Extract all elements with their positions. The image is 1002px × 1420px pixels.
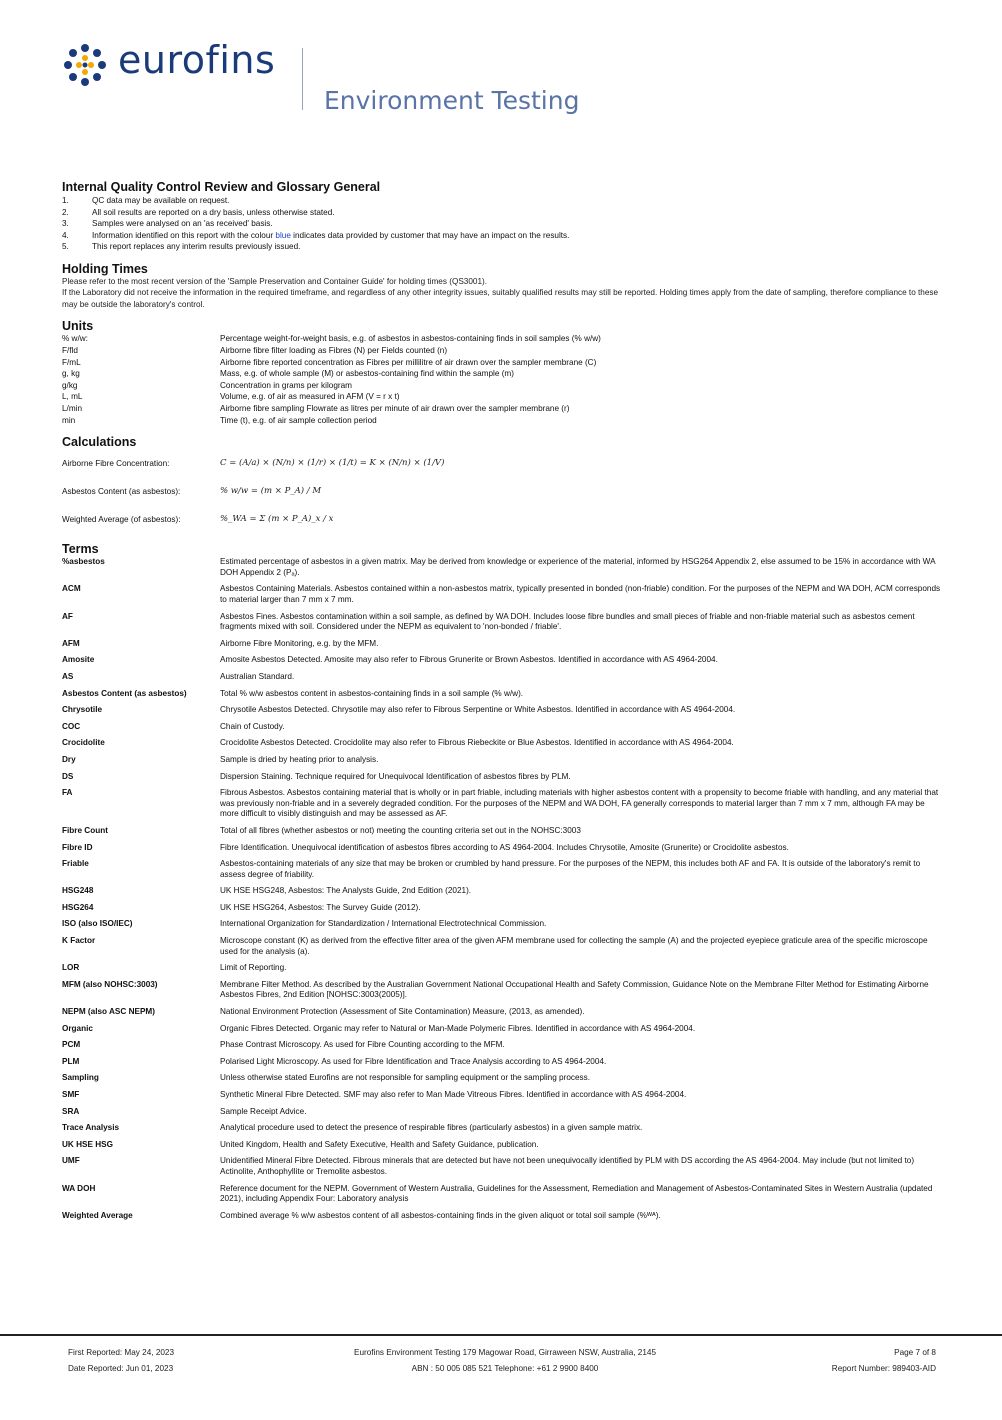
unit-row-key: min <box>62 415 76 425</box>
term-row <box>62 612 942 639</box>
term-row <box>62 919 942 936</box>
term-row-key: Chrysotile <box>62 705 103 715</box>
term-row <box>62 584 942 611</box>
unit-row <box>62 357 942 369</box>
term-row-value: Reference document for the NEPM. Government of Western Australia, Guidelines for the Assessment, Remediation and Management of Asbestos-Contaminated Sites in Western Australia (updated 2021), including Appendix Four: Laboratory analysis <box>220 1183 933 1204</box>
unit-row <box>62 333 942 345</box>
unit-row <box>62 391 942 403</box>
term-row-value: Chain of Custody. <box>220 721 285 731</box>
calc-row <box>62 505 942 533</box>
term-row-value: Total % w/w asbestos content in asbestos-containing finds in a soil sample (% w/w). <box>220 688 524 698</box>
calc-row-formula: C = (A/a) × (N/n) × (1/r) × (1/t) = K × (N/n) × (1/V) <box>220 458 445 469</box>
calc-row <box>62 449 942 477</box>
term-row-key: Amosite <box>62 655 95 665</box>
logo-divider <box>302 48 303 110</box>
term-row-value: Asbestos Containing Materials. Asbestos contained within a non-asbestos matrix, typically presented in bonded (non-friable) condition. For the purposes of the NEPM and WA DOH, ACM corresponds to material larger than 7 mm x 7 mm. <box>220 584 941 604</box>
company-address: Eurofins Environment Testing 179 Magowar Road, Girraween NSW, Australia, 2145 <box>353 1348 657 1357</box>
term-row-value: Asbestos-containing materials of any size that may be broken or crumbled by hand pressure. For the purposes of the NEPM, this includes both AF and FA. It is outside of the laboratory's remit to assess degree of friability. <box>220 859 921 879</box>
terms-list <box>62 557 942 1227</box>
unit-row <box>62 415 942 427</box>
term-row <box>62 843 942 860</box>
footer-divider <box>0 1334 1002 1336</box>
note-text: This report replaces any interim results previously issued. <box>92 242 301 252</box>
term-row-value: Unidentified Mineral Fibre Detected. Fibrous minerals that are detected but have not been unequivocally identified by PLM with DS according the AS 4964-2004. May include (but not limited to) Actinolite, Anthophyllite or Tremolite asbestos. <box>220 1156 915 1176</box>
calc-row-key: Weighted Average (of asbestos): <box>62 514 181 524</box>
term-row-key: Fibre ID <box>62 842 93 852</box>
calc-row <box>62 477 942 505</box>
term-row-value: Unless otherwise stated Eurofins are not responsible for sampling equipment or the sampling process. <box>220 1073 590 1083</box>
term-row-value: Synthetic Mineral Fibre Detected. SMF may also refer to Man Made Vitreous Fibres. Identified in accordance with AS 4964-2004. <box>220 1090 687 1099</box>
term-row-value: Fibre Identification. Unequivocal identification of asbestos fibres according to AS 4964-2004. Includes Chrysotile, Amosite (Grunerite) or Crocidolite asbestos. <box>220 842 789 852</box>
note-text-post: indicates data provided by customer that may have an impact on the results. <box>290 230 570 240</box>
first-reported: First Reported: May 24, 2023 <box>68 1348 175 1357</box>
unit-row-key: F/fld <box>62 346 78 356</box>
term-row <box>62 886 942 903</box>
calc-row-key: Airborne Fibre Concentration: <box>62 458 170 468</box>
qc-notes <box>62 195 942 253</box>
term-row-value: Crocidolite Asbestos Detected. Crocidolite may also refer to Fibrous Riebeckite or Blue Asbestos. Identified in accordance with AS 4964-2004. <box>220 738 734 748</box>
term-row-key: Trace Analysis <box>62 1123 120 1133</box>
terms-section <box>62 542 942 1227</box>
term-row-key: Dry <box>62 754 76 764</box>
unit-row-key: L, mL <box>62 392 83 402</box>
term-row-key: Crocidolite <box>62 738 105 748</box>
note-number: 4. <box>62 230 69 240</box>
term-row-value: Sample Receipt Advice. <box>220 1106 307 1116</box>
term-row <box>62 755 942 772</box>
term-row-key: ISO (also ISO/IEC) <box>62 919 133 929</box>
term-row-key: FA <box>62 788 73 798</box>
term-row-value: Amosite Asbestos Detected. Amosite may also refer to Fibrous Grunerite or Brown Asbestos. Identified in accordance with AS 4964-2004. <box>220 655 718 665</box>
term-row-value: Chrysotile Asbestos Detected. Chrysotile may also refer to Fibrous Serpentine or White Asbestos. Identified in accordance with AS 4964-2004. <box>220 705 736 715</box>
note-number: 2. <box>62 207 69 217</box>
unit-row-value: Percentage weight-for-weight basis, e.g. of asbestos in asbestos-containing finds in soil samples (% w/w) <box>220 334 601 344</box>
unit-row-key: g, kg <box>62 369 80 379</box>
term-row-value: National Environment Protection (Assessment of Site Contamination) Measure, (2013, as amended). <box>220 1007 585 1017</box>
term-row-key: NEPM (also ASC NEPM) <box>62 1007 155 1017</box>
unit-row-value: Volume, e.g. of air as measured in AFM (V = r x t) <box>220 392 400 402</box>
term-row-value: UK HSE HSG264, Asbestos: The Survey Guide (2012). <box>220 902 421 912</box>
term-row <box>62 788 942 826</box>
unit-row-key: F/mL <box>62 357 81 367</box>
unit-row-value: Airborne fibre filter loading as Fibres (N) per Fields counted (n) <box>220 346 448 356</box>
page-number: Page 7 of 8 <box>894 1348 936 1357</box>
term-row-key: WA DOH <box>62 1183 96 1193</box>
unit-row-value: Mass, e.g. of whole sample (M) or asbestos-containing find within the sample (m) <box>220 369 514 379</box>
qc-note <box>62 218 942 230</box>
calc-row-formula: %_WA = Σ (m × P_A)_x / x <box>220 514 334 525</box>
term-row-value: Limit of Reporting. <box>220 963 287 973</box>
units-section <box>62 319 942 426</box>
brand-name: eurofins <box>118 38 276 82</box>
term-row-value: Total of all fibres (whether asbestos or not) meeting the counting criteria set out in the NOHSC:3003 <box>220 825 581 835</box>
term-row-key: Organic <box>62 1023 93 1033</box>
term-row-key: PCM <box>62 1040 81 1050</box>
term-row-value: Sample is dried by heating prior to analysis. <box>220 754 379 764</box>
term-row-key: UMF <box>62 1156 80 1166</box>
term-row <box>62 689 942 706</box>
unit-row-key: g/kg <box>62 380 78 390</box>
qc-note <box>62 230 942 242</box>
qc-title: Internal Quality Control Review and Glossary General <box>62 180 381 194</box>
calculations-section <box>62 435 942 533</box>
term-row-value: Polarised Light Microscopy. As used for Fibre Identification and Trace Analysis according to AS 4964-2004. <box>220 1056 607 1066</box>
term-row-key: Asbestos Content (as asbestos) <box>62 688 187 698</box>
terms-title: Terms <box>62 542 99 557</box>
term-row-value: Australian Standard. <box>220 671 295 681</box>
term-row <box>62 826 942 843</box>
term-row <box>62 1107 942 1124</box>
term-row-value: Membrane Filter Method. As described by the Australian Government National Occupational Health and Safety Commission, Guidance Note on the Membrane Filter Method for Estimating Airborne Asbestos Fibres, 2nd Edition [NOHSC:3003(2005)]. <box>220 979 929 1000</box>
note-blue-word: blue <box>275 230 291 240</box>
term-row-value: International Organization for Standardization / International Electrotechnical Commission. <box>220 919 547 929</box>
term-row <box>62 1123 942 1140</box>
note-number: 5. <box>62 242 69 252</box>
term-row-value: United Kingdom, Health and Safety Executive, Health and Safety Guidance, publication. <box>220 1139 539 1149</box>
term-row-key: AFM <box>62 638 80 648</box>
term-row-key: Fibre Count <box>62 825 108 835</box>
unit-row <box>62 368 942 380</box>
report-number: Report Number: 989403-AID <box>831 1364 936 1373</box>
term-row-key: HSG248 <box>62 886 94 896</box>
term-row <box>62 772 942 789</box>
term-row-key: DS <box>62 771 74 781</box>
term-row <box>62 557 942 584</box>
report-content <box>62 180 942 1227</box>
unit-row-value: Time (t), e.g. of air sample collection period <box>220 415 377 425</box>
term-row <box>62 1140 942 1157</box>
term-row <box>62 1090 942 1107</box>
term-row-value: Dispersion Staining. Technique required for Unequivocal Identification of asbestos fibres by PLM. <box>220 771 571 781</box>
term-row-key: MFM (also NOHSC:3003) <box>62 979 158 989</box>
calc-row-formula: % w/w = (m × P_A) / M <box>220 486 322 497</box>
term-row <box>62 672 942 689</box>
unit-row <box>62 403 942 415</box>
unit-row <box>62 380 942 392</box>
term-row <box>62 1073 942 1090</box>
term-row-key: Friable <box>62 859 89 869</box>
term-row-value: Microscope constant (K) as derived from the effective filter area of the given AFM membrane used for collecting the sample (A) and the projected eyepiece graticule area of the specific microscope used for the analysis (a). <box>220 936 928 956</box>
note-number: 1. <box>62 196 69 205</box>
company-abn: ABN : 50 005 085 521 Telephone: +61 2 9900 8400 <box>411 1364 599 1373</box>
term-row <box>62 738 942 755</box>
unit-row-key: L/min <box>62 404 83 414</box>
unit-row-value: Airborne fibre sampling Flowrate as litres per minute of air drawn over the sampler membrane (r) <box>220 404 570 414</box>
term-row-key: HSG264 <box>62 902 94 912</box>
term-row <box>62 655 942 672</box>
term-row <box>62 705 942 722</box>
term-row <box>62 963 942 980</box>
units-title: Units <box>62 319 94 334</box>
term-row <box>62 639 942 656</box>
footer-left <box>68 1345 174 1377</box>
term-row-key: Weighted Average <box>62 1210 133 1220</box>
term-row <box>62 903 942 920</box>
term-row-value: Organic Fibres Detected. Organic may refer to Natural or Man-Made Polymeric Fibres. Identified in accordance with AS 4964-2004. <box>220 1023 696 1033</box>
holding-title: Holding Times <box>62 261 148 276</box>
term-row-key: SRA <box>62 1106 80 1116</box>
term-row-value: Analytical procedure used to detect the presence of respirable fibres (particularly asbestos) in a given sample matrix. <box>220 1123 643 1133</box>
holding-line-2: If the Laboratory did not receive the information in the required timeframe, and regardless of any other integrity issues, suitably qualified results may still be reported. Holding times apply from the date of sampling, therefore compliance to these may be outside the laboratory's control. <box>62 288 939 309</box>
qc-note <box>62 241 942 253</box>
term-row <box>62 1184 942 1211</box>
term-row-key: ACM <box>62 584 81 594</box>
term-row <box>62 980 942 1007</box>
calc-row-key: Asbestos Content (as asbestos): <box>62 486 181 496</box>
term-row-key: UK HSE HSG <box>62 1139 113 1149</box>
term-row-value: Combined average % w/w asbestos content of all asbestos-containing finds in the given aliquot or total soil sample (%ᵂᴬ). <box>220 1210 661 1220</box>
term-row-key: AS <box>62 671 74 681</box>
note-text: All soil results are reported on a dry basis, unless otherwise stated. <box>92 207 335 217</box>
term-row <box>62 859 942 886</box>
unit-row-key: % w/w: <box>62 334 88 344</box>
term-row-key: COC <box>62 721 81 731</box>
calculations-list <box>62 449 942 533</box>
note-text: QC data may be available on request. <box>92 196 230 205</box>
unit-row <box>62 345 942 357</box>
term-row <box>62 722 942 739</box>
calculations-title: Calculations <box>62 435 137 450</box>
note-text: Samples were analysed on an 'as received' basis. <box>92 219 273 229</box>
term-row-key: SMF <box>62 1090 80 1099</box>
term-row <box>62 936 942 963</box>
term-row <box>62 1040 942 1057</box>
term-row-value: Phase Contrast Microscopy. As used for Fibre Counting according to the MFM. <box>220 1040 505 1050</box>
term-row <box>62 1211 942 1228</box>
term-row-key: AF <box>62 611 73 621</box>
eurofins-logo <box>62 38 622 128</box>
term-row-key: PLM <box>62 1056 80 1066</box>
units-list <box>62 333 942 426</box>
term-row-value: Estimated percentage of asbestos in a given matrix. May be derived from knowledge or experience of the material, informed by HSG264 Appendix 2, else assumed to be 15% in accordance with WA DOH Appendix 2 (Pₐ). <box>220 557 936 577</box>
holding-line-1: Please refer to the most recent version of the 'Sample Preservation and Container Guide' for holding times (QS3001). <box>62 276 488 286</box>
footer-right <box>832 1345 936 1377</box>
term-row-key: K Factor <box>62 936 96 946</box>
note-text-pre: Information identified on this report with the colour <box>92 230 276 240</box>
footer-middle <box>300 1345 710 1377</box>
brand-division: Environment Testing <box>324 86 580 115</box>
unit-row-value: Airborne fibre reported concentration as Fibres per millilitre of air drawn over the sampler membrane (C) <box>220 357 597 367</box>
term-row <box>62 1057 942 1074</box>
term-row <box>62 1024 942 1041</box>
term-row-value: Airborne Fibre Monitoring, e.g. by the MFM. <box>220 638 379 648</box>
term-row <box>62 1156 942 1183</box>
qc-note <box>62 195 942 207</box>
term-row-value: Fibrous Asbestos. Asbestos containing material that is wholly or in part friable, including materials with higher asbestos content with a propensity to become friable with handling, and any material that was previously non-friable and in a severely degraded condition. For the purposes of the NEPM and WA DOH, FA generally corresponds to material larger than 7 mm x 7 mm, although FA may be more difficult to visibly distinguish and may be assessed as AF. <box>220 788 939 819</box>
term-row-key: %asbestos <box>62 557 105 567</box>
term-row-value: Asbestos Fines. Asbestos contamination within a soil sample, as defined by WA DOH. Includes loose fibre bundles and small pieces of friable and non-friable material such as asbestos cement fragments mixed with soil. Considered under the NEPM as equivalent to 'non-bonded / friable'. <box>220 611 915 632</box>
note-number: 3. <box>62 219 69 229</box>
eurofins-dots-icon <box>62 42 108 88</box>
holding-times-section <box>62 262 942 311</box>
term-row-key: LOR <box>62 963 80 973</box>
term-row-key: Sampling <box>62 1073 99 1083</box>
qc-note <box>62 207 942 219</box>
unit-row-value: Concentration in grams per kilogram <box>220 380 352 390</box>
date-reported: Date Reported: Jun 01, 2023 <box>68 1364 174 1373</box>
term-row-value: UK HSE HSG248, Asbestos: The Analysts Guide, 2nd Edition (2021). <box>220 886 472 896</box>
note-text <box>92 230 569 242</box>
term-row <box>62 1007 942 1024</box>
